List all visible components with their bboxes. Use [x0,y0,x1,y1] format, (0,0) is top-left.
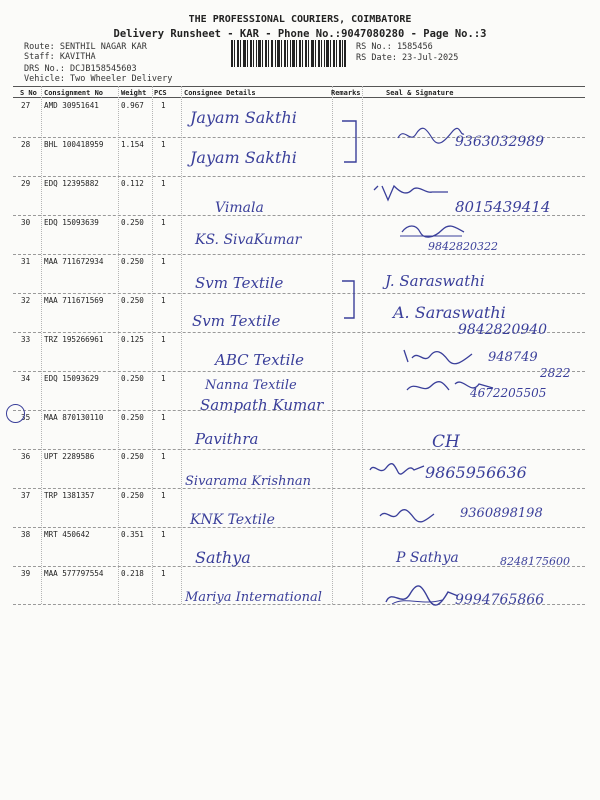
row-weight: 0.351 [121,530,144,539]
row-pcs: 1 [161,452,166,461]
row-pcs: 1 [161,179,166,188]
col-header-consignee: Consignee Details [184,89,256,97]
barcode [231,40,346,67]
rs-number: RS No.: 1585456 [356,42,433,52]
row-sno: 38 [21,530,31,539]
col-header-seal: Seal & Signature [386,89,454,97]
row-pcs: 1 [161,374,166,383]
handwritten-consignee: Svm Textile [192,312,281,330]
handwritten-consignee: Mariya International [185,590,322,605]
row-pcs: 1 [161,335,166,344]
col-header-sno: S No [20,89,37,97]
row-sno: 36 [21,452,31,461]
row-pcs: 1 [161,491,166,500]
handwritten-consignee: Sathya [195,548,251,567]
signature-phone: 9360898198 [460,506,543,521]
staff-text: Staff: KAVITHA [24,52,96,62]
handwritten-consignee: Sampath Kumar [200,396,324,414]
signature-phone: 8015439414 [455,198,551,216]
row-pcs: 1 [161,569,166,578]
route-text: Route: SENTHIL NAGAR KAR [24,42,147,52]
row-consignment: MAA 711671569 [44,296,104,305]
runsheet-title: Delivery Runsheet - KAR - Phone No.:9047080280 - Page No.:3 [113,28,487,40]
handwritten-consignee: ABC Textile [215,351,305,369]
rs-date: RS Date: 23-Jul-2025 [356,53,459,63]
handwritten-consignee: Svm Textile [195,274,284,292]
row-consignment: BHL 100418959 [44,140,104,149]
row-weight: 0.112 [121,179,144,188]
row-separator [13,371,585,372]
row-weight: 0.250 [121,257,144,266]
row-consignment: UPT 2289586 [44,452,95,461]
row-sno: 39 [21,569,31,578]
signature-scribble [368,458,426,480]
handwritten-consignee: Jayam Sakthi [190,148,297,167]
row-consignment: EDQ 15093639 [44,218,99,227]
signature-scribble [378,506,438,524]
signature-phone: 9842820940 [458,322,548,338]
row-weight: 0.250 [121,452,144,461]
row-pcs: 1 [161,413,166,422]
signature-name: J. Saraswathi [385,272,485,290]
row-sno: 33 [21,335,31,344]
remark-bracket [338,118,362,166]
row-consignment: TRP 1381357 [44,491,95,500]
row-consignment: MAA 711672934 [44,257,104,266]
row-separator [13,449,585,450]
signature-phone: 9865956636 [425,463,527,482]
row-separator [13,254,585,255]
signature-name: A. Saraswathi [393,303,506,322]
table-top-rule [13,86,585,87]
row-pcs: 1 [161,218,166,227]
handwritten-consignee: Sivarama Krishnan [185,474,311,489]
signature-scribble [402,346,482,370]
row-pcs: 1 [161,140,166,149]
row-consignment: MRT 450642 [44,530,90,539]
col-header-pcs: PCS [154,89,167,97]
table-header-rule [13,97,585,98]
row-sno: 37 [21,491,31,500]
signature-phone: 9842820322 [428,240,498,253]
signature-scribble [372,182,452,204]
row-weight: 0.250 [121,413,144,422]
row-sno: 27 [21,101,31,110]
row-separator [13,293,585,294]
row-sno: 30 [21,218,31,227]
signature-phone: 8248175600 [500,555,570,568]
col-header-remarks: Remarks [331,89,361,97]
row-weight: 1.154 [121,140,144,149]
row-separator [13,176,585,177]
signature-scribble [398,222,468,240]
drs-number: DRS No.: DCJB158545603 [24,64,137,74]
row-consignment: AMD 30951641 [44,101,99,110]
row-consignment: EDQ 15093629 [44,374,99,383]
handwritten-consignee: Nanna Textile [205,378,297,393]
row-weight: 0.250 [121,218,144,227]
signature-phone: 948749 [488,350,538,365]
col-header-consignment: Consignment No [44,89,104,97]
signature-initials: CH [432,432,460,452]
vehicle-text: Vehicle: Two Wheeler Delivery [24,74,173,84]
row-weight: 0.250 [121,374,144,383]
signature-phone: 9994765866 [455,592,545,608]
row-consignment: MAA 577797554 [44,569,104,578]
row-weight: 0.125 [121,335,144,344]
row-sno: 34 [21,374,31,383]
row-pcs: 1 [161,296,166,305]
row-sno: 29 [21,179,31,188]
row-weight: 0.967 [121,101,144,110]
handwritten-consignee: Pavithra [195,430,259,448]
row-pcs: 1 [161,101,166,110]
row-consignment: TRZ 195266961 [44,335,104,344]
row-weight: 0.250 [121,491,144,500]
handwritten-consignee: KS. SivaKumar [195,232,302,248]
circle-mark [6,404,25,423]
row-pcs: 1 [161,257,166,266]
row-sno: 28 [21,140,31,149]
row-separator [13,527,585,528]
signature-phone: 9363032989 [455,134,545,150]
signature-phone: 4672205505 [470,386,547,400]
handwritten-consignee: KNK Textile [190,512,275,528]
row-sno: 35 [21,413,31,422]
signature-scribble [382,582,460,610]
col-header-weight: Weight [121,89,147,97]
row-pcs: 1 [161,530,166,539]
row-consignment: EDQ 12395882 [44,179,99,188]
company-name: THE PROFESSIONAL COURIERS, COIMBATORE [188,14,412,25]
row-sno: 32 [21,296,31,305]
signature-name: P Sathya [396,550,459,566]
signature-number: 2822 [540,366,571,380]
handwritten-consignee: Jayam Sakthi [190,108,297,127]
row-consignment: MAA 870130110 [44,413,104,422]
row-weight: 0.218 [121,569,144,578]
row-sno: 31 [21,257,31,266]
handwritten-consignee: Vimala [215,200,264,216]
row-weight: 0.250 [121,296,144,305]
remark-bracket [338,278,362,322]
